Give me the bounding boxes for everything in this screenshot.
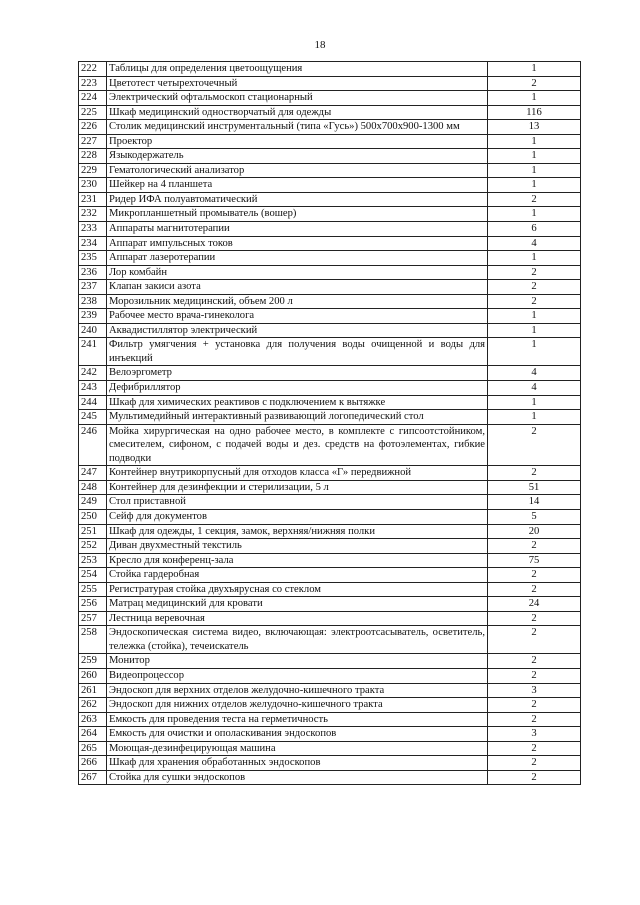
row-number-cell: 225 xyxy=(79,105,107,120)
quantity-cell: 1 xyxy=(488,207,581,222)
equipment-table-body xyxy=(79,62,581,785)
item-name-cell: Монитор xyxy=(107,654,488,669)
row-number-cell: 235 xyxy=(79,251,107,266)
table-row xyxy=(79,192,581,207)
row-number-cell: 245 xyxy=(79,410,107,425)
row-number-cell: 241 xyxy=(79,338,107,366)
quantity-cell: 2 xyxy=(488,611,581,626)
item-name-cell: Стол приставной xyxy=(107,495,488,510)
table-row xyxy=(79,568,581,583)
page-number: 18 xyxy=(314,39,326,51)
quantity-cell: 51 xyxy=(488,480,581,495)
table-row xyxy=(79,395,581,410)
table-row xyxy=(79,381,581,396)
quantity-cell: 2 xyxy=(488,539,581,554)
row-number-cell: 246 xyxy=(79,424,107,466)
item-name-cell: Шкаф для химических реактивов с подключением к вытяжке xyxy=(107,395,488,410)
table-row xyxy=(79,553,581,568)
row-number-cell: 251 xyxy=(79,524,107,539)
row-number-cell: 223 xyxy=(79,76,107,91)
quantity-cell: 2 xyxy=(488,741,581,756)
row-number-cell: 231 xyxy=(79,192,107,207)
item-name-cell: Языкодержатель xyxy=(107,149,488,164)
table-row xyxy=(79,410,581,425)
item-name-cell: Аквадистиллятор электрический xyxy=(107,323,488,338)
table-row xyxy=(79,756,581,771)
quantity-cell: 4 xyxy=(488,381,581,396)
row-number-cell: 263 xyxy=(79,712,107,727)
table-row xyxy=(79,727,581,742)
quantity-cell: 4 xyxy=(488,366,581,381)
item-name-cell: Шейкер на 4 планшета xyxy=(107,178,488,193)
table-row xyxy=(79,76,581,91)
row-number-cell: 243 xyxy=(79,381,107,396)
table-row xyxy=(79,582,581,597)
item-name-cell: Морозильник медицинский, объем 200 л xyxy=(107,294,488,309)
item-name-cell: Контейнер внутрикорпусный для отходов класса «Г» передвижной xyxy=(107,466,488,481)
item-name-cell: Шкаф для хранения обработанных эндоскопов xyxy=(107,756,488,771)
item-name-cell: Столик медицинский инструментальный (типа «Гусь») 500х700х900-1300 мм xyxy=(107,120,488,135)
quantity-cell: 2 xyxy=(488,424,581,466)
item-name-cell: Диван двухместный текстиль xyxy=(107,539,488,554)
quantity-cell: 2 xyxy=(488,280,581,295)
table-row xyxy=(79,366,581,381)
row-number-cell: 232 xyxy=(79,207,107,222)
row-number-cell: 249 xyxy=(79,495,107,510)
item-name-cell: Велоэргометр xyxy=(107,366,488,381)
item-name-cell: Аппарат импульсных токов xyxy=(107,236,488,251)
quantity-cell: 2 xyxy=(488,668,581,683)
item-name-cell: Аппараты магнитотерапии xyxy=(107,222,488,237)
item-name-cell: Аппарат лазеротерапии xyxy=(107,251,488,266)
table-row xyxy=(79,309,581,324)
item-name-cell: Шкаф медицинский одностворчатый для одежды xyxy=(107,105,488,120)
row-number-cell: 253 xyxy=(79,553,107,568)
quantity-cell: 2 xyxy=(488,466,581,481)
table-row xyxy=(79,222,581,237)
quantity-cell: 2 xyxy=(488,770,581,785)
table-row xyxy=(79,163,581,178)
row-number-cell: 248 xyxy=(79,480,107,495)
quantity-cell: 1 xyxy=(488,163,581,178)
table-row xyxy=(79,134,581,149)
equipment-table xyxy=(78,61,581,785)
quantity-cell: 1 xyxy=(488,338,581,366)
quantity-cell: 2 xyxy=(488,654,581,669)
quantity-cell: 2 xyxy=(488,582,581,597)
quantity-cell: 1 xyxy=(488,410,581,425)
item-name-cell: Лор комбайн xyxy=(107,265,488,280)
item-name-cell: Электрический офтальмоскоп стационарный xyxy=(107,91,488,106)
item-name-cell: Эндоскоп для нижних отделов желудочно-кишечного тракта xyxy=(107,698,488,713)
row-number-cell: 266 xyxy=(79,756,107,771)
quantity-cell: 2 xyxy=(488,712,581,727)
quantity-cell: 6 xyxy=(488,222,581,237)
row-number-cell: 258 xyxy=(79,626,107,654)
item-name-cell: Контейнер для дезинфекции и стерилизации, 5 л xyxy=(107,480,488,495)
quantity-cell: 2 xyxy=(488,294,581,309)
row-number-cell: 230 xyxy=(79,178,107,193)
item-name-cell: Моющая-дезинфецирующая машина xyxy=(107,741,488,756)
row-number-cell: 254 xyxy=(79,568,107,583)
table-row xyxy=(79,91,581,106)
table-row xyxy=(79,105,581,120)
item-name-cell: Фильтр умягчения + установка для получения воды очищенной и воды для инъекций xyxy=(107,338,488,366)
quantity-cell: 14 xyxy=(488,495,581,510)
quantity-cell: 2 xyxy=(488,626,581,654)
row-number-cell: 265 xyxy=(79,741,107,756)
item-name-cell: Регистратурая стойка двухъярусная со стеклом xyxy=(107,582,488,597)
table-row xyxy=(79,62,581,77)
row-number-cell: 236 xyxy=(79,265,107,280)
quantity-cell: 1 xyxy=(488,91,581,106)
table-row xyxy=(79,741,581,756)
row-number-cell: 261 xyxy=(79,683,107,698)
table-row xyxy=(79,120,581,135)
table-row xyxy=(79,668,581,683)
row-number-cell: 242 xyxy=(79,366,107,381)
row-number-cell: 267 xyxy=(79,770,107,785)
quantity-cell: 20 xyxy=(488,524,581,539)
quantity-cell: 1 xyxy=(488,62,581,77)
row-number-cell: 257 xyxy=(79,611,107,626)
table-row xyxy=(79,524,581,539)
quantity-cell: 1 xyxy=(488,178,581,193)
item-name-cell: Емкость для очистки и ополаскивания эндоскопов xyxy=(107,727,488,742)
quantity-cell: 2 xyxy=(488,756,581,771)
quantity-cell: 5 xyxy=(488,509,581,524)
item-name-cell: Гематологический анализатор xyxy=(107,163,488,178)
row-number-cell: 234 xyxy=(79,236,107,251)
item-name-cell: Сейф для документов xyxy=(107,509,488,524)
table-row xyxy=(79,712,581,727)
item-name-cell: Мультимедийный интерактивный развивающий логопедический стол xyxy=(107,410,488,425)
item-name-cell: Рабочее место врача-гинеколога xyxy=(107,309,488,324)
row-number-cell: 240 xyxy=(79,323,107,338)
row-number-cell: 260 xyxy=(79,668,107,683)
quantity-cell: 2 xyxy=(488,568,581,583)
table-row xyxy=(79,626,581,654)
quantity-cell: 75 xyxy=(488,553,581,568)
quantity-cell: 2 xyxy=(488,698,581,713)
table-row xyxy=(79,280,581,295)
item-name-cell: Ридер ИФА полуавтоматический xyxy=(107,192,488,207)
item-name-cell: Шкаф для одежды, 1 секция, замок, верхняя/нижняя полки xyxy=(107,524,488,539)
quantity-cell: 2 xyxy=(488,192,581,207)
item-name-cell: Матрац медицинский для кровати xyxy=(107,597,488,612)
quantity-cell: 24 xyxy=(488,597,581,612)
table-row xyxy=(79,611,581,626)
table-row xyxy=(79,480,581,495)
row-number-cell: 239 xyxy=(79,309,107,324)
quantity-cell: 13 xyxy=(488,120,581,135)
row-number-cell: 264 xyxy=(79,727,107,742)
table-row xyxy=(79,424,581,466)
quantity-cell: 1 xyxy=(488,251,581,266)
table-row xyxy=(79,495,581,510)
quantity-cell: 1 xyxy=(488,395,581,410)
table-row xyxy=(79,323,581,338)
item-name-cell: Мойка хирургическая на одно рабочее место, в комплекте с гипсоотстойником, смесителем, сифоном, с подачей воды и дез. средств на фотоэлементах, гибкие подводки xyxy=(107,424,488,466)
item-name-cell: Эндоскопическая система видео, включающая: электроотсасыватель, осветитель, тележка (стойка), течеискатель xyxy=(107,626,488,654)
table-row xyxy=(79,509,581,524)
table-row xyxy=(79,149,581,164)
row-number-cell: 228 xyxy=(79,149,107,164)
table-row xyxy=(79,265,581,280)
quantity-cell: 1 xyxy=(488,309,581,324)
quantity-cell: 2 xyxy=(488,265,581,280)
item-name-cell: Эндоскоп для верхних отделов желудочно-кишечного тракта xyxy=(107,683,488,698)
item-name-cell: Дефибриллятор xyxy=(107,381,488,396)
table-row xyxy=(79,770,581,785)
table-row xyxy=(79,597,581,612)
quantity-cell: 1 xyxy=(488,323,581,338)
item-name-cell: Кресло для конференц-зала xyxy=(107,553,488,568)
row-number-cell: 250 xyxy=(79,509,107,524)
table-row xyxy=(79,466,581,481)
table-row xyxy=(79,236,581,251)
table-row xyxy=(79,698,581,713)
table-row xyxy=(79,683,581,698)
item-name-cell: Цветотест четырехточечный xyxy=(107,76,488,91)
table-row xyxy=(79,207,581,222)
quantity-cell: 116 xyxy=(488,105,581,120)
item-name-cell: Емкость для проведения теста на герметичность xyxy=(107,712,488,727)
row-number-cell: 244 xyxy=(79,395,107,410)
quantity-cell: 1 xyxy=(488,134,581,149)
row-number-cell: 259 xyxy=(79,654,107,669)
row-number-cell: 226 xyxy=(79,120,107,135)
item-name-cell: Лестница веревочная xyxy=(107,611,488,626)
table-row xyxy=(79,251,581,266)
row-number-cell: 233 xyxy=(79,222,107,237)
table-row xyxy=(79,338,581,366)
row-number-cell: 252 xyxy=(79,539,107,554)
row-number-cell: 229 xyxy=(79,163,107,178)
table-row xyxy=(79,294,581,309)
item-name-cell: Стойка для сушки эндоскопов xyxy=(107,770,488,785)
item-name-cell: Видеопроцессор xyxy=(107,668,488,683)
item-name-cell: Проектор xyxy=(107,134,488,149)
item-name-cell: Микропланшетный промыватель (вошер) xyxy=(107,207,488,222)
quantity-cell: 2 xyxy=(488,76,581,91)
row-number-cell: 255 xyxy=(79,582,107,597)
item-name-cell: Клапан закиси азота xyxy=(107,280,488,295)
table-row xyxy=(79,539,581,554)
quantity-cell: 1 xyxy=(488,149,581,164)
table-row xyxy=(79,654,581,669)
row-number-cell: 224 xyxy=(79,91,107,106)
item-name-cell: Таблицы для определения цветоощущения xyxy=(107,62,488,77)
row-number-cell: 227 xyxy=(79,134,107,149)
quantity-cell: 3 xyxy=(488,683,581,698)
row-number-cell: 247 xyxy=(79,466,107,481)
row-number-cell: 262 xyxy=(79,698,107,713)
item-name-cell: Стойка гардеробная xyxy=(107,568,488,583)
row-number-cell: 238 xyxy=(79,294,107,309)
quantity-cell: 4 xyxy=(488,236,581,251)
table-row xyxy=(79,178,581,193)
row-number-cell: 237 xyxy=(79,280,107,295)
row-number-cell: 222 xyxy=(79,62,107,77)
quantity-cell: 3 xyxy=(488,727,581,742)
row-number-cell: 256 xyxy=(79,597,107,612)
